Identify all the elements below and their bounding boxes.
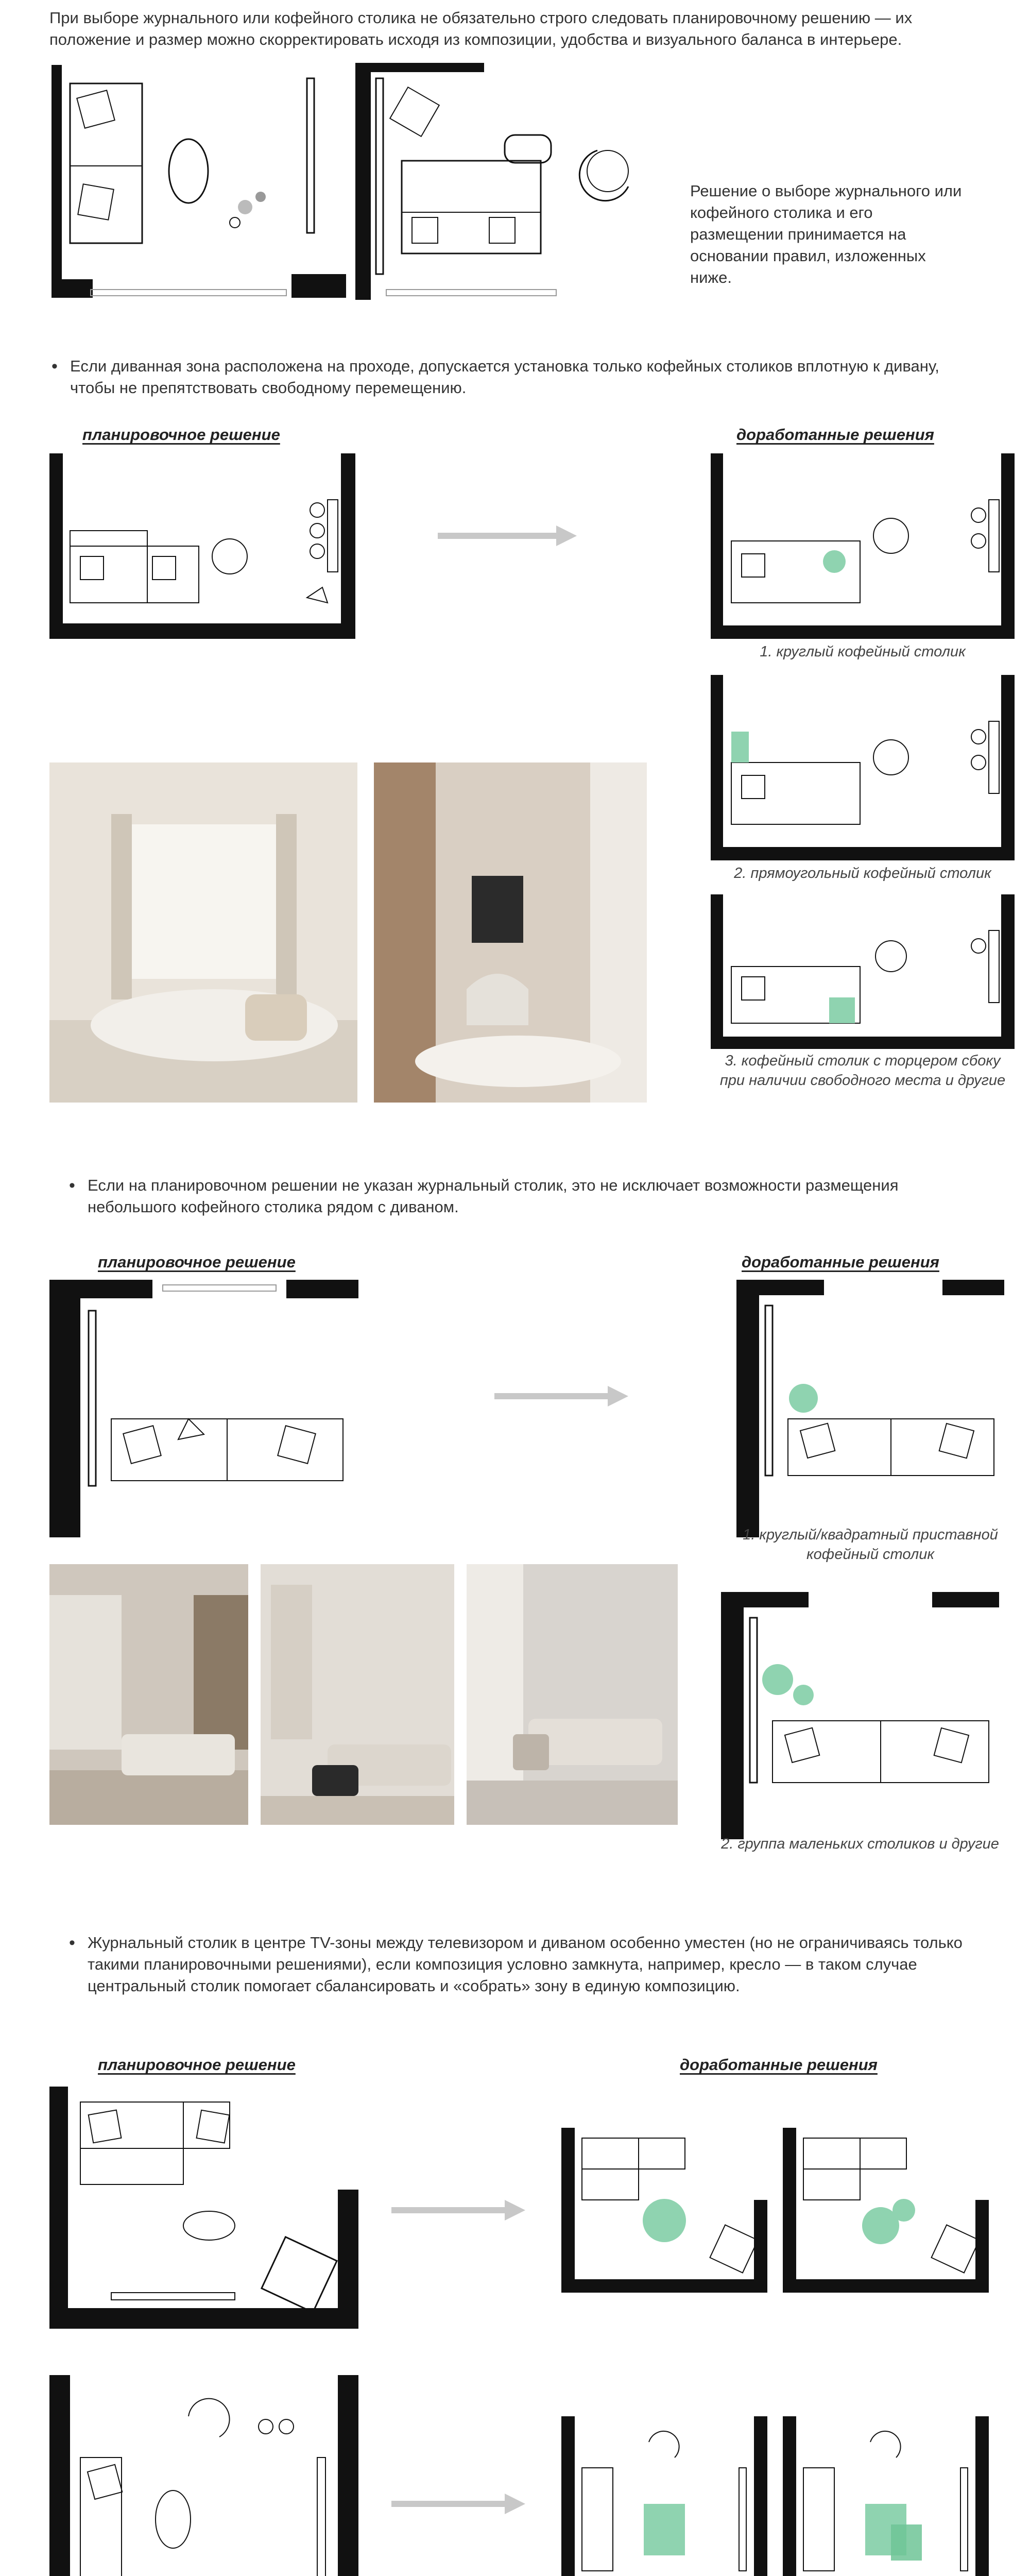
section3-variant-2a	[561, 2416, 767, 2576]
floor-plan-intro-left	[49, 63, 348, 300]
section2-caption-2: 2. группа маленьких столиков и другие	[721, 1836, 999, 1852]
section2-plan-label: планировочное решение	[98, 1253, 296, 1271]
section3-plan-2	[49, 2375, 358, 2576]
section2-photo-1	[49, 1564, 248, 1825]
floor-plan-intro-right	[355, 63, 664, 300]
section1-plan	[49, 453, 355, 639]
section2-variant-1	[736, 1280, 1004, 1537]
section3-variant-1a	[561, 2128, 767, 2293]
section2-plan	[49, 1280, 358, 1537]
section3-plan-label: планировочное решение	[98, 2056, 296, 2074]
section1-photo-living-room-2	[374, 762, 647, 1103]
section1-caption-2: 2. прямоугольный кофейный столик	[734, 865, 991, 882]
section1-caption-3: 3. кофейный столик с торцером сбоку при наличии свободного места и другие	[719, 1053, 1006, 1089]
section1-variant-2	[711, 675, 1015, 860]
section1-caption-1: 1. круглый кофейный столик	[760, 643, 966, 660]
section2-bullet: • Если на планировочном решении не указан журнальный столик, это не исключает возможности размещения небольшого кофейного столика рядом с диваном.	[67, 1175, 963, 1218]
section1-plan-label: планировочное решение	[82, 426, 280, 444]
section2-photo-3	[467, 1564, 678, 1825]
section2-done-label: доработанные решения	[742, 1253, 939, 1271]
intro-side-note: Решение о выборе журнального или кофейного столика и его размещении принимается на основании правил, изложенных ниже.	[690, 182, 962, 286]
section1-arrow	[438, 526, 577, 546]
intro-text: При выборе журнального или кофейного столика не обязательно строго следовать планировочному решению — их положение и размер можно скорректировать исходя из композиции, удобства и визуального баланса в интерьере.	[49, 9, 913, 48]
section2-variant-2	[721, 1592, 999, 1839]
section2-caption-1: 1. круглый/квадратный приставной кофейный столик	[743, 1527, 998, 1563]
section3-done-label: доработанные решения	[680, 2056, 878, 2074]
section3-variant-1b	[783, 2128, 989, 2293]
section3-bullet: • Журнальный столик в центре TV-зоны между телевизором и диваном особенно уместен (но не ограничиваясь только такими планировочными решениями), если композиция условно замкнута, например, кресло — в таком случае центральный столик помогает сбалансировать и «собрать» зону в единую композицию.	[67, 1932, 963, 1997]
section3-arrow-1	[391, 2200, 525, 2221]
section2-arrow	[494, 1386, 628, 1406]
section3-plan-1	[49, 2087, 358, 2329]
section1-photo-living-room-1	[49, 762, 357, 1103]
section1-bullet: • Если диванная зона расположена на проходе, допускается установка только кофейных столиков вплотную к дивану, чтобы не препятствовать свободному перемещению.	[49, 355, 956, 399]
section3-variant-2b	[783, 2416, 989, 2576]
section1-done-label: доработанные решения	[736, 426, 934, 444]
section1-variant-1	[711, 453, 1015, 639]
section3-arrow-2	[391, 2494, 525, 2514]
section1-variant-3	[711, 894, 1015, 1049]
section2-photo-2	[261, 1564, 454, 1825]
